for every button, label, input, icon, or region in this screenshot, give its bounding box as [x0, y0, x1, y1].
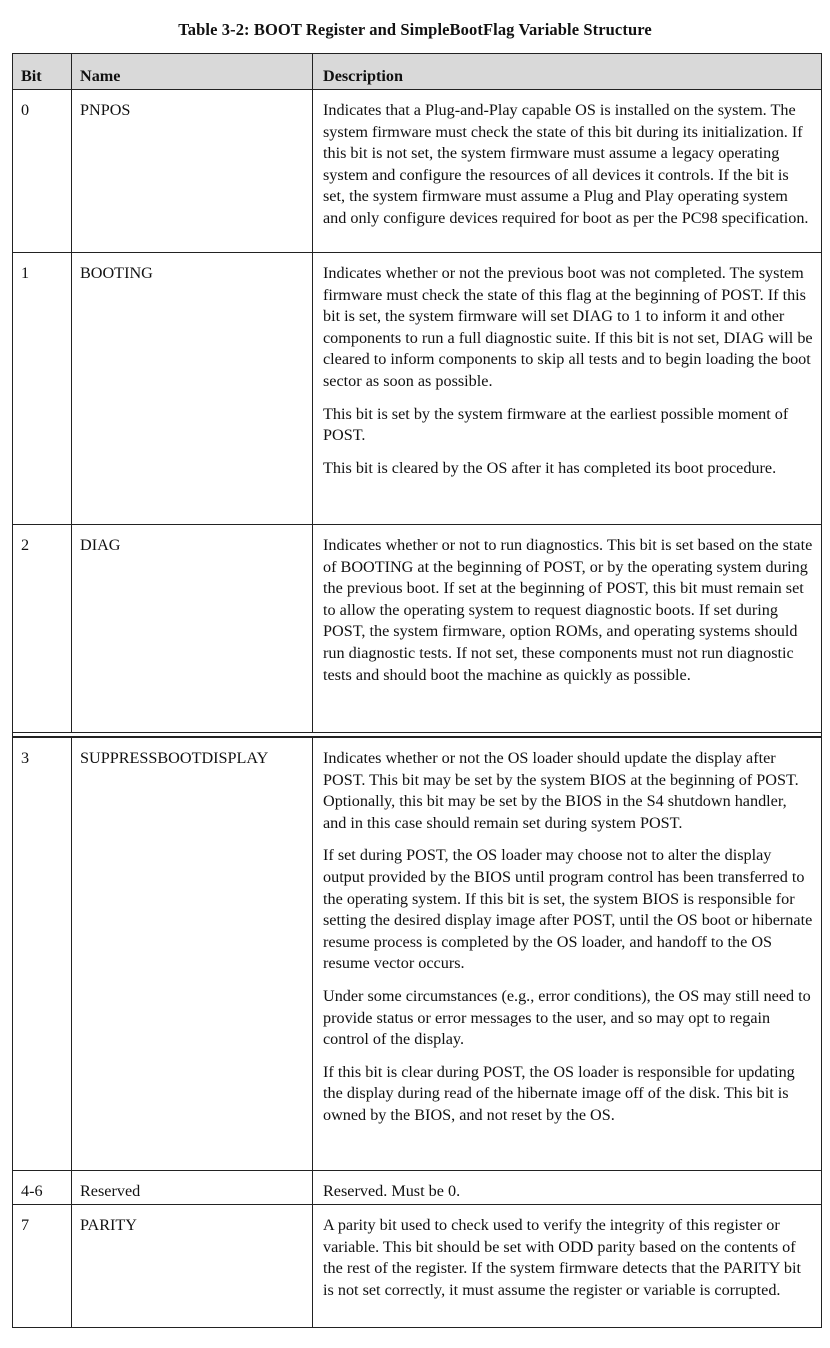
description-cell	[313, 738, 819, 1170]
bit-cell: 2	[13, 525, 72, 732]
description-paragraph: Indicates whether or not the OS loader should update the display after POST. This bit may be set by the system BIOS at the beginning of POST. Optionally, this bit may be set by the BIOS in the S4 shutdown handler, and in this case should remain set during system POST.	[323, 749, 799, 832]
table-caption: Table 3-2: BOOT Register and SimpleBootFlag Variable Structure	[178, 20, 652, 39]
description-paragraph: A parity bit used to check used to verify the integrity of this register or variable. This bit should be set with ODD parity based on the contents of the rest of the register. If the system firmware detects that the PARITY bit is not set correctly, it must assume the register or variable is corrupted.	[323, 1216, 802, 1299]
description-cell	[313, 1171, 819, 1204]
table-row	[13, 90, 821, 253]
name-cell: Reserved	[72, 1171, 313, 1204]
table-row	[13, 736, 821, 1171]
description-paragraph: Indicates whether or not to run diagnostics. This bit is set based on the state of BOOTING at the beginning of POST, or by the operating system during the previous boot. If set at the beginning of POST, this bit must remain set to allow the operating system to request diagnostic boots. If set during POST, the system firmware, option ROMs, and operating systems should run diagnostic tests. If not set, these components must not run diagnostic tests and should boot the machine as quickly as possible.	[323, 536, 813, 684]
name-cell: SUPPRESSBOOTDISPLAY	[72, 738, 313, 1170]
header-name: Name	[72, 54, 313, 89]
description-paragraph: If this bit is clear during POST, the OS loader is responsible for updating the display during read of the hibernate image off of the disk. This bit is owned by the BIOS, and not reset by the OS.	[323, 1062, 795, 1124]
boot-register-table	[12, 53, 822, 1328]
table-row	[13, 253, 821, 525]
description-paragraph: Indicates that a Plug-and-Play capable OS is installed on the system. The system firmware must check the state of this bit during its initialization. If this bit is not set, the system firmware must assume a legacy operating system and configure the resources of all devices it controls. If the bit is set, the system firmware must assume a Plug and Play operating system and only configure devices required for boot as per the PC98 specification.	[323, 101, 809, 227]
name-cell: DIAG	[72, 525, 313, 732]
description-paragraph: If set during POST, the OS loader may choose not to alter the display output provided by the BIOS until program control has been transferred to the operating system. If this bit is set, the system BIOS is responsible for setting the desired display image after POST, until the OS boot or hibernate resume process is completed by the OS loader, and handoff to the OS resume vector occurs.	[323, 846, 813, 973]
bit-cell: 7	[13, 1205, 72, 1327]
header-bit: Bit	[13, 54, 72, 89]
bit-cell: 0	[13, 90, 72, 252]
table-header-row	[13, 54, 821, 90]
description-cell	[313, 525, 819, 732]
description-paragraph: Under some circumstances (e.g., error conditions), the OS may still need to provide status or error messages to the user, and so may opt to regain control of the display.	[323, 986, 811, 1049]
description-paragraph: This bit is set by the system firmware at the earliest possible moment of POST.	[323, 404, 789, 445]
description-cell	[313, 1205, 819, 1327]
description-paragraph: This bit is cleared by the OS after it has completed its boot procedure.	[323, 458, 777, 477]
bit-cell: 4-6	[13, 1171, 72, 1204]
description-paragraph: Indicates whether or not the previous boot was not completed. The system firmware must check the state of this flag at the beginning of POST. If this bit is set, the system firmware will set DIAG to 1 to inform it and other components to run a full diagnostic suite. If this bit is not set, DIAG will be cleared to inform components to skip all tests and to begin loading the boot sector as soon as possible.	[323, 264, 813, 390]
description-paragraph: Reserved. Must be 0.	[323, 1182, 461, 1200]
header-description: Description	[323, 67, 404, 86]
table-row	[13, 1171, 821, 1205]
bit-cell: 3	[13, 738, 72, 1170]
table-row	[13, 525, 821, 733]
name-cell: PARITY	[72, 1205, 313, 1327]
bit-cell: 1	[13, 253, 72, 524]
table-row	[13, 1205, 821, 1328]
description-cell	[313, 253, 819, 524]
name-cell: PNPOS	[72, 90, 313, 252]
name-cell: BOOTING	[72, 253, 313, 524]
description-cell	[313, 90, 819, 252]
